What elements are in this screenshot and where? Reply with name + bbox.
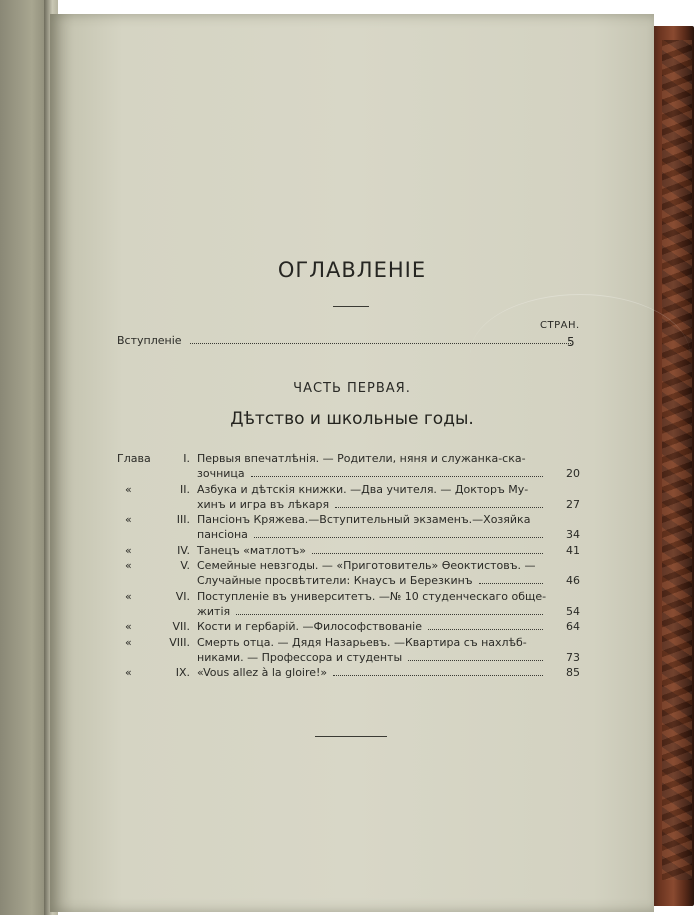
leader-dots xyxy=(408,660,543,661)
chapter-title-text: Кости и гербарій. —Философствованіе xyxy=(197,620,422,634)
chapter-title-line xyxy=(197,636,547,651)
chapter-title-line xyxy=(197,666,547,681)
ditto-mark: « xyxy=(125,559,132,573)
cover-marble-pattern xyxy=(662,40,692,880)
page-content xyxy=(50,14,654,912)
chapter-title-text: Танецъ «матлотъ» xyxy=(197,543,307,557)
leader-dots xyxy=(251,476,543,477)
leader-dots xyxy=(254,537,543,538)
chapter-title-line xyxy=(197,559,547,574)
chapter-title-line xyxy=(197,620,547,635)
chapter-title-line xyxy=(197,528,547,543)
leader-dots xyxy=(333,675,543,676)
intro-page-number: 5 xyxy=(567,335,575,349)
chapter-page-number: 85 xyxy=(566,666,580,680)
chapter-title-line xyxy=(197,651,547,666)
ditto-mark: « xyxy=(125,482,132,496)
leader-dots xyxy=(312,553,543,554)
chapter-page-number: 46 xyxy=(566,574,580,588)
ditto-mark: « xyxy=(125,620,132,634)
part-heading: ЧАСТЬ ПЕРВАЯ. xyxy=(293,381,411,396)
page-title: ОГЛАВЛЕНІЕ xyxy=(277,258,427,282)
chapter-title-line xyxy=(197,544,547,559)
ditto-mark: « xyxy=(125,635,132,649)
ditto-mark: « xyxy=(125,589,132,603)
chapter-number: IV. xyxy=(177,543,190,557)
ditto-mark: « xyxy=(125,666,132,680)
chapter-title-text: зочница xyxy=(197,467,245,481)
chapter-page-number: 64 xyxy=(566,620,580,634)
intro-label: Вступленіе xyxy=(117,334,182,347)
leader-dots xyxy=(479,583,543,584)
chapter-title-text: пансіона xyxy=(197,528,248,542)
chapter-number: III. xyxy=(176,513,190,527)
leader-dots xyxy=(236,614,543,615)
chapter-title-line xyxy=(197,574,547,589)
page-column-header: СТРАН. xyxy=(540,320,580,331)
chapter-page-number: 27 xyxy=(566,497,580,511)
chapter-page-number: 73 xyxy=(566,650,580,664)
chapter-page-number: 41 xyxy=(566,543,580,557)
chapter-title-text: «Vous allez à la gloire!» xyxy=(197,666,328,680)
chapter-number: VI. xyxy=(175,589,190,603)
chapter-title-text: Смерть отца. — Дядя Назарьевъ. —Квартира съ нахлѣб- xyxy=(197,635,527,649)
chapter-title-line xyxy=(197,590,547,605)
leader-dots xyxy=(335,507,543,508)
bottom-rule xyxy=(315,736,387,737)
chapter-title-text: Азбука и дѣтскія книжки. —Два учителя. — Докторъ Му- xyxy=(197,482,529,496)
book-page xyxy=(50,14,654,912)
chapter-page-number: 20 xyxy=(566,467,580,481)
chapter-number: I. xyxy=(183,452,190,465)
table-of-contents xyxy=(50,14,654,912)
chapter-title-text: хинъ и игра въ лѣкаря xyxy=(197,497,330,511)
leader-dots xyxy=(428,629,543,630)
chapter-title-text: Случайные просвѣтители: Кнаусъ и Березкинъ xyxy=(197,574,473,588)
chapter-number: II. xyxy=(180,482,190,496)
chapter-page-number: 54 xyxy=(566,604,580,618)
chapter-number: VII. xyxy=(172,620,190,634)
part-subtitle: Дѣтство и школьные годы. xyxy=(230,409,474,429)
chapter-title-text: Семейные невзгоды. — «Приготовитель» Ѳеоктистовъ. — xyxy=(197,559,536,573)
chapter-title-text: Пансіонъ Кряжева.—Вступительный экзаменъ.—Хозяйка xyxy=(197,513,531,527)
chapter-title-line xyxy=(197,498,547,513)
chapter-title-text: Поступленіе въ университетъ. —№ 10 студенческаго обще- xyxy=(197,589,547,603)
chapter-page-number: 34 xyxy=(566,528,580,542)
chapter-title-line xyxy=(197,605,547,620)
chapter-title-line xyxy=(197,467,547,482)
chapter-title-line xyxy=(197,452,547,467)
chapter-title-line xyxy=(197,483,547,498)
ditto-mark: « xyxy=(125,543,132,557)
chapter-number: IX. xyxy=(175,666,190,680)
chapter-title-line xyxy=(197,513,547,528)
chapter-title-text: Первыя впечатлѣнія. — Родители, няня и служанка-ска- xyxy=(197,452,526,465)
chapter-prefix: Глава xyxy=(117,452,151,465)
chapter-number: VIII. xyxy=(169,635,190,649)
chapter-title-text: житія xyxy=(197,604,231,618)
chapter-title-text: никами. — Профессора и студенты xyxy=(197,650,403,664)
ditto-mark: « xyxy=(125,513,132,527)
chapter-number: V. xyxy=(180,559,190,573)
